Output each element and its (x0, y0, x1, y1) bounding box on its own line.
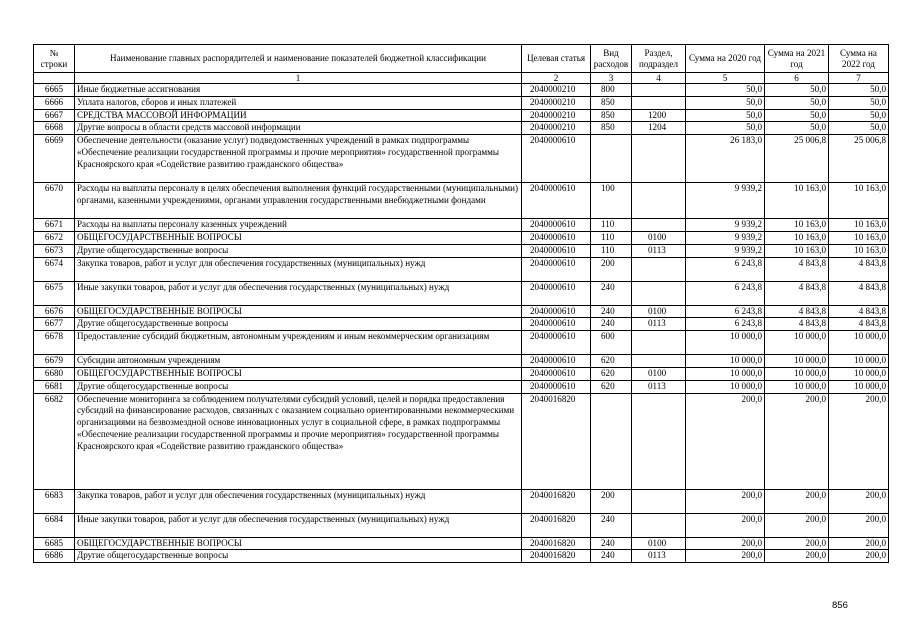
sum-2022: 50,0 (829, 84, 889, 97)
target-article: 2040000610 (522, 219, 591, 232)
target-article: 2040016820 (522, 550, 591, 563)
sum-2022: 200,0 (829, 513, 889, 537)
sum-2020: 200,0 (686, 489, 765, 513)
sum-2020: 200,0 (686, 537, 765, 550)
row-number: 6671 (34, 219, 75, 232)
target-article: 2040000610 (522, 331, 591, 355)
sum-2020: 9 939,2 (686, 219, 765, 232)
target-article: 2040000610 (522, 183, 591, 219)
section-code: 1204 (632, 122, 686, 135)
header-sum-2021: Сумма на 2021 год (765, 45, 829, 73)
sum-2021: 50,0 (765, 96, 829, 109)
header-name: Наименование главных распорядителей и наименование показателей бюджетной классификации (75, 45, 522, 73)
table-row (34, 109, 889, 122)
sum-2022: 4 843,8 (829, 281, 889, 305)
sum-2020: 26 183,0 (686, 135, 765, 183)
sum-2020: 10 000,0 (686, 331, 765, 355)
row-name: Обеспечение деятельности (оказание услуг) подведомственных учреждений в рамках подпрограммы «Обеспечение реализации государственной программы и прочие мероприятия» государственной программы Красноярского края «Содействие развитию гражданского общества» (75, 135, 522, 183)
target-article: 2040000210 (522, 109, 591, 122)
sum-2020: 6 243,8 (686, 281, 765, 305)
expense-type: 600 (591, 331, 632, 355)
table-row (34, 318, 889, 331)
sum-2020: 6 243,8 (686, 257, 765, 281)
expense-type: 240 (591, 318, 632, 331)
header-section: Раздел, подраздел (632, 45, 686, 73)
section-code (632, 183, 686, 219)
row-number: 6685 (34, 537, 75, 550)
column-number: 6 (765, 73, 829, 84)
header-row (34, 45, 889, 73)
target-article: 2040000610 (522, 244, 591, 257)
sum-2022: 4 843,8 (829, 257, 889, 281)
expense-type (591, 393, 632, 489)
row-number: 6665 (34, 84, 75, 97)
sum-2021: 50,0 (765, 84, 829, 97)
sum-2022: 50,0 (829, 96, 889, 109)
header-sum-2022: Сумма на 2022 год (829, 45, 889, 73)
target-article: 2040000210 (522, 96, 591, 109)
expense-type: 240 (591, 513, 632, 537)
table-row (34, 367, 889, 380)
row-number: 6682 (34, 393, 75, 489)
sum-2020: 200,0 (686, 513, 765, 537)
row-name: Закупка товаров, работ и услуг для обеспечения государственных (муниципальных) нужд (75, 489, 522, 513)
sum-2021: 200,0 (765, 550, 829, 563)
expense-type: 110 (591, 219, 632, 232)
sum-2021: 10 163,0 (765, 244, 829, 257)
sum-2020: 10 000,0 (686, 355, 765, 368)
table-row (34, 355, 889, 368)
target-article: 2040000210 (522, 122, 591, 135)
sum-2021: 10 000,0 (765, 331, 829, 355)
section-code: 0100 (632, 231, 686, 244)
target-article: 2040000610 (522, 257, 591, 281)
row-number: 6679 (34, 355, 75, 368)
section-code (632, 135, 686, 183)
table-row (34, 219, 889, 232)
expense-type: 800 (591, 84, 632, 97)
column-number: 7 (829, 73, 889, 84)
sum-2021: 200,0 (765, 513, 829, 537)
budget-table (33, 44, 889, 563)
row-number: 6677 (34, 318, 75, 331)
target-article: 2040000210 (522, 84, 591, 97)
section-code: 0100 (632, 367, 686, 380)
row-name: Другие общегосударственные вопросы (75, 550, 522, 563)
sum-2022: 50,0 (829, 122, 889, 135)
sum-2020: 10 000,0 (686, 380, 765, 393)
sum-2021: 10 163,0 (765, 183, 829, 219)
sum-2022: 10 000,0 (829, 355, 889, 368)
table-row (34, 244, 889, 257)
expense-type: 240 (591, 305, 632, 318)
row-number: 6673 (34, 244, 75, 257)
header-target-article: Целевая статья (522, 45, 591, 73)
page-number: 856 (832, 600, 848, 611)
sum-2022: 10 163,0 (829, 183, 889, 219)
section-code (632, 84, 686, 97)
sum-2021: 200,0 (765, 489, 829, 513)
section-code (632, 393, 686, 489)
expense-type: 620 (591, 380, 632, 393)
table-row (34, 183, 889, 219)
expense-type: 110 (591, 231, 632, 244)
sum-2020: 9 939,2 (686, 231, 765, 244)
sum-2020: 50,0 (686, 84, 765, 97)
section-code (632, 355, 686, 368)
section-code: 0113 (632, 550, 686, 563)
sum-2022: 4 843,8 (829, 318, 889, 331)
expense-type (591, 135, 632, 183)
row-name: ОБЩЕГОСУДАРСТВЕННЫЕ ВОПРОСЫ (75, 537, 522, 550)
sum-2021: 25 006,8 (765, 135, 829, 183)
expense-type: 100 (591, 183, 632, 219)
column-number: 3 (591, 73, 632, 84)
table-row (34, 281, 889, 305)
sum-2021: 50,0 (765, 122, 829, 135)
row-number: 6678 (34, 331, 75, 355)
sum-2021: 10 163,0 (765, 219, 829, 232)
sum-2020: 9 939,2 (686, 244, 765, 257)
sum-2022: 50,0 (829, 109, 889, 122)
row-number: 6686 (34, 550, 75, 563)
expense-type: 850 (591, 109, 632, 122)
sum-2021: 10 000,0 (765, 355, 829, 368)
sum-2021: 10 000,0 (765, 380, 829, 393)
target-article: 2040016820 (522, 393, 591, 489)
column-number (34, 73, 75, 84)
target-article: 2040000610 (522, 318, 591, 331)
header-expense-type: Вид расходов (591, 45, 632, 73)
section-code (632, 281, 686, 305)
table-row (34, 305, 889, 318)
sum-2022: 10 163,0 (829, 244, 889, 257)
sum-2022: 4 843,8 (829, 305, 889, 318)
section-code: 0100 (632, 537, 686, 550)
sum-2022: 200,0 (829, 489, 889, 513)
section-code: 0113 (632, 318, 686, 331)
target-article: 2040000610 (522, 135, 591, 183)
sum-2021: 200,0 (765, 537, 829, 550)
table-row (34, 231, 889, 244)
sum-2022: 200,0 (829, 550, 889, 563)
sum-2020: 200,0 (686, 393, 765, 489)
row-name: ОБЩЕГОСУДАРСТВЕННЫЕ ВОПРОСЫ (75, 231, 522, 244)
target-article: 2040000610 (522, 380, 591, 393)
column-number: 2 (522, 73, 591, 84)
target-article: 2040000610 (522, 281, 591, 305)
column-number: 5 (686, 73, 765, 84)
row-number: 6680 (34, 367, 75, 380)
section-code (632, 96, 686, 109)
target-article: 2040016820 (522, 537, 591, 550)
row-number: 6675 (34, 281, 75, 305)
table-row (34, 489, 889, 513)
row-number: 6667 (34, 109, 75, 122)
row-number: 6672 (34, 231, 75, 244)
row-number: 6681 (34, 380, 75, 393)
row-name: Обеспечение мониторинга за соблюдением получателями субсидий условий, целей и порядка предоставления субсидий на финансирование расходов, связанных с оказанием социально ориентированными некоммерческими организациями на безвозмездной основе инновационных услуг в социальной сфере, в рамках подпрограммы «Обеспечение реализации государственной программы и прочие мероприятия» государственной программы Красноярского края «Содействие развитию гражданского общества» (75, 393, 522, 489)
table-row (34, 393, 889, 489)
row-name: Другие общегосударственные вопросы (75, 244, 522, 257)
table-row (34, 122, 889, 135)
section-code: 0113 (632, 244, 686, 257)
column-number: 4 (632, 73, 686, 84)
sum-2021: 50,0 (765, 109, 829, 122)
sum-2021: 200,0 (765, 393, 829, 489)
target-article: 2040000610 (522, 355, 591, 368)
row-number: 6684 (34, 513, 75, 537)
expense-type: 110 (591, 244, 632, 257)
expense-type: 850 (591, 122, 632, 135)
section-code (632, 331, 686, 355)
row-name: СРЕДСТВА МАССОВОЙ ИНФОРМАЦИИ (75, 109, 522, 122)
expense-type: 620 (591, 355, 632, 368)
row-name: Расходы на выплаты персоналу казенных учреждений (75, 219, 522, 232)
row-name: ОБЩЕГОСУДАРСТВЕННЫЕ ВОПРОСЫ (75, 367, 522, 380)
row-name: Другие вопросы в области средств массовой информации (75, 122, 522, 135)
section-code (632, 489, 686, 513)
row-number: 6674 (34, 257, 75, 281)
row-number: 6683 (34, 489, 75, 513)
target-article: 2040016820 (522, 489, 591, 513)
table-row (34, 84, 889, 97)
row-name: Расходы на выплаты персоналу в целях обеспечения выполнения функций государственными (муниципальными) органами, казенными учреждениями, органами управления государственными внебюджетными фондами (75, 183, 522, 219)
table-row (34, 380, 889, 393)
row-name: Уплата налогов, сборов и иных платежей (75, 96, 522, 109)
table-row (34, 331, 889, 355)
row-number: 6666 (34, 96, 75, 109)
expense-type: 200 (591, 489, 632, 513)
row-number: 6676 (34, 305, 75, 318)
target-article: 2040000610 (522, 231, 591, 244)
section-code: 1200 (632, 109, 686, 122)
sum-2020: 50,0 (686, 96, 765, 109)
section-code (632, 219, 686, 232)
sum-2022: 10 000,0 (829, 331, 889, 355)
table-row (34, 550, 889, 563)
sum-2021: 4 843,8 (765, 305, 829, 318)
sum-2020: 6 243,8 (686, 318, 765, 331)
row-name: Закупка товаров, работ и услуг для обеспечения государственных (муниципальных) нужд (75, 257, 522, 281)
header-sum-2020: Сумма на 2020 год (686, 45, 765, 73)
row-name: Иные бюджетные ассигнования (75, 84, 522, 97)
row-name: Предоставление субсидий бюджетным, автономным учреждениям и иным некоммерческим организациям (75, 331, 522, 355)
table-row (34, 257, 889, 281)
sum-2020: 200,0 (686, 550, 765, 563)
sum-2022: 10 163,0 (829, 219, 889, 232)
table-row (34, 96, 889, 109)
sum-2021: 4 843,8 (765, 318, 829, 331)
sum-2022: 10 000,0 (829, 367, 889, 380)
sum-2020: 50,0 (686, 122, 765, 135)
expense-type: 850 (591, 96, 632, 109)
expense-type: 240 (591, 550, 632, 563)
row-number: 6669 (34, 135, 75, 183)
sum-2020: 6 243,8 (686, 305, 765, 318)
sum-2021: 10 163,0 (765, 231, 829, 244)
row-name: Субсидии автономным учреждениям (75, 355, 522, 368)
sum-2022: 200,0 (829, 537, 889, 550)
row-number: 6668 (34, 122, 75, 135)
sum-2021: 4 843,8 (765, 257, 829, 281)
row-name: ОБЩЕГОСУДАРСТВЕННЫЕ ВОПРОСЫ (75, 305, 522, 318)
sum-2022: 200,0 (829, 393, 889, 489)
expense-type: 240 (591, 537, 632, 550)
sum-2020: 50,0 (686, 109, 765, 122)
section-code (632, 513, 686, 537)
header-row-number: № строки (34, 45, 75, 73)
sum-2022: 10 163,0 (829, 231, 889, 244)
sum-2022: 10 000,0 (829, 380, 889, 393)
sum-2020: 10 000,0 (686, 367, 765, 380)
column-number: 1 (75, 73, 522, 84)
sum-2022: 25 006,8 (829, 135, 889, 183)
sum-2021: 4 843,8 (765, 281, 829, 305)
expense-type: 240 (591, 281, 632, 305)
expense-type: 620 (591, 367, 632, 380)
target-article: 2040000610 (522, 305, 591, 318)
sum-2021: 10 000,0 (765, 367, 829, 380)
row-name: Иные закупки товаров, работ и услуг для обеспечения государственных (муниципальных) нужд (75, 513, 522, 537)
section-code: 0113 (632, 380, 686, 393)
expense-type: 200 (591, 257, 632, 281)
row-name: Другие общегосударственные вопросы (75, 380, 522, 393)
table-row (34, 513, 889, 537)
column-number-row (34, 73, 889, 84)
sum-2020: 9 939,2 (686, 183, 765, 219)
target-article: 2040016820 (522, 513, 591, 537)
section-code (632, 257, 686, 281)
target-article: 2040000610 (522, 367, 591, 380)
table-row (34, 537, 889, 550)
table-row (34, 135, 889, 183)
row-name: Другие общегосударственные вопросы (75, 318, 522, 331)
row-number: 6670 (34, 183, 75, 219)
section-code: 0100 (632, 305, 686, 318)
row-name: Иные закупки товаров, работ и услуг для обеспечения государственных (муниципальных) нужд (75, 281, 522, 305)
